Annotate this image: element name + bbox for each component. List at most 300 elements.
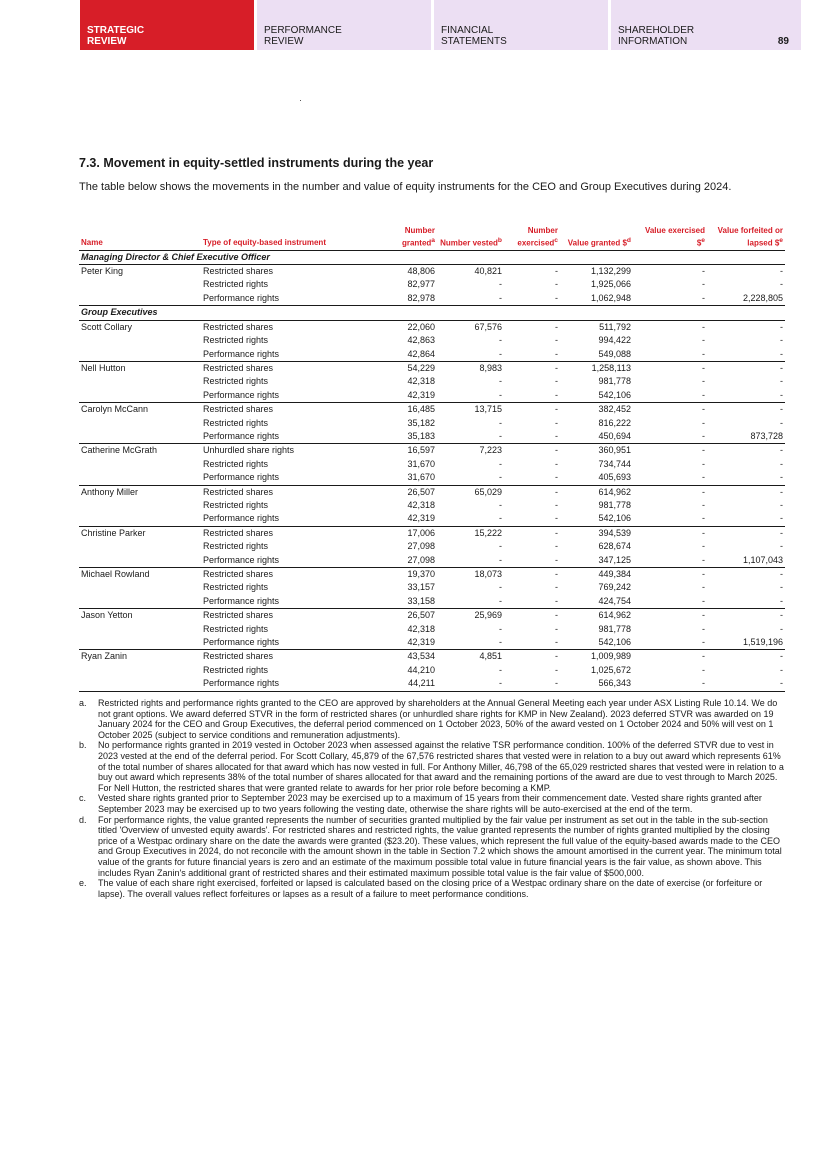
instrument-type: Restricted shares — [203, 321, 274, 332]
value-exercised: - — [633, 389, 707, 403]
table-row — [79, 471, 785, 485]
number-granted: 82,977 — [407, 279, 435, 290]
person-name: Jason Yetton — [81, 610, 133, 621]
person-name — [79, 471, 201, 485]
value-forfeited: 2,228,805 — [707, 292, 785, 306]
number-granted: 42,319 — [373, 512, 437, 526]
number-exercised: - — [504, 292, 560, 306]
instrument-type: Restricted rights — [203, 623, 269, 634]
footnotes — [79, 698, 789, 899]
footnote — [79, 878, 789, 899]
number-granted: 16,485 — [407, 404, 435, 415]
number-exercised: - — [555, 335, 558, 346]
table-row — [79, 540, 785, 553]
number-granted: 44,211 — [373, 677, 437, 691]
value-forfeited: - — [780, 266, 783, 277]
number-exercised: - — [555, 458, 558, 469]
footnote-text: For performance rights, the value granted represents the number of securities granted multiplied by the fair value per instrument as set out in the table in the sub-section titled 'Overview of unvested equity awards'. For restricted shares and restricted rights, the value granted represents the number of rights granted multiplied by the closing price of a Westpac ordinary share on the date the awards were granted ($23.20). These values, which represent the full value of the equity-based awards made to the CEO and Group Executives in 2024, do not reconcile with the amount shown in the table in Section 7.2 which shows the amount amortised in the current year. The minimum total value of the grants for future financial years is zero and an estimate of the maximum possible total value in future financial years is the fair value, as shown above. This includes Ryan Zanin's additional grant of restricted shares and their estimated maximum possible total value is the fair value of $500,000. — [98, 814, 782, 878]
value-forfeited: - — [780, 335, 783, 346]
instrument-type: Restricted rights — [203, 376, 269, 387]
table-header-row — [79, 226, 785, 250]
value-exercised: - — [633, 554, 707, 568]
table-row — [79, 444, 785, 458]
tab-label-line2: INFORMATION — [618, 36, 688, 47]
number-granted: 27,098 — [373, 554, 437, 568]
value-granted: 449,384 — [598, 569, 631, 579]
page-number: 89 — [777, 36, 789, 47]
number-exercised: - — [555, 582, 558, 593]
number-granted: 33,157 — [407, 582, 435, 593]
value-exercised: - — [633, 471, 707, 485]
number-granted: 42,318 — [407, 623, 435, 634]
instrument-type: Restricted shares — [203, 486, 274, 497]
table-row — [79, 609, 785, 623]
header-exercised: Number exercised$^c$ — [504, 226, 560, 250]
number-granted: 33,158 — [373, 595, 437, 609]
value-forfeited: - — [780, 321, 783, 332]
value-granted: 734,744 — [598, 458, 631, 469]
number-vested: - — [499, 417, 502, 428]
value-forfeited: - — [780, 362, 783, 373]
value-forfeited: - — [707, 677, 785, 691]
value-granted: 1,132,299 — [590, 266, 631, 277]
number-granted: 42,864 — [373, 348, 437, 362]
value-granted: 769,242 — [598, 582, 631, 593]
instrument-type: Restricted rights — [203, 499, 269, 510]
tab-label-line1: SHAREHOLDER — [618, 25, 695, 36]
instrument-type: Performance rights — [201, 677, 373, 691]
value-exercised: - — [702, 569, 705, 579]
table-row — [79, 430, 785, 444]
number-granted: 27,098 — [407, 541, 435, 552]
table-row — [79, 568, 785, 582]
section-heading: Group Executives — [79, 306, 785, 320]
table-row — [79, 278, 785, 291]
value-exercised: - — [702, 486, 705, 497]
number-vested: 15,222 — [474, 527, 502, 538]
value-granted: 981,778 — [598, 376, 631, 387]
value-forfeited: - — [707, 471, 785, 485]
value-granted: 614,962 — [598, 610, 631, 621]
tab-financial-statements[interactable] — [434, 0, 608, 50]
tab-label-line2: STATEMENTS — [441, 36, 507, 47]
person-name: Anthony Miller — [81, 486, 139, 497]
value-granted: 1,925,066 — [590, 279, 631, 290]
instrument-type: Performance rights — [201, 389, 373, 403]
value-granted: 424,754 — [560, 595, 633, 609]
value-granted: 511,792 — [599, 321, 631, 332]
value-granted: 360,951 — [598, 445, 631, 456]
table-row — [79, 664, 785, 677]
table-row — [79, 581, 785, 594]
instrument-type: Performance rights — [201, 471, 373, 485]
value-granted: 566,343 — [560, 677, 633, 691]
number-granted: 54,229 — [407, 362, 435, 373]
header-type: Type of equity-based instrument — [201, 226, 373, 250]
tab-label-line1: FINANCIAL — [441, 25, 494, 36]
person-name — [79, 581, 201, 594]
number-granted: 42,318 — [407, 376, 435, 387]
number-vested: 65,029 — [474, 486, 502, 497]
instrument-type: Performance rights — [201, 292, 373, 306]
value-exercised: - — [702, 458, 705, 469]
value-granted: 347,125 — [560, 554, 633, 568]
value-exercised: - — [702, 321, 705, 332]
value-forfeited: - — [780, 527, 783, 538]
number-exercised: - — [555, 417, 558, 428]
person-name — [79, 499, 201, 512]
instrument-type: Restricted shares — [203, 527, 274, 538]
table-row — [79, 320, 785, 334]
person-name — [79, 554, 201, 568]
tab-shareholder-information[interactable] — [611, 0, 801, 50]
equity-movements-table — [79, 226, 785, 692]
footnote — [79, 793, 789, 814]
instrument-type: Restricted shares — [203, 610, 274, 621]
instrument-type: Performance rights — [201, 554, 373, 568]
number-exercised: - — [555, 651, 558, 662]
section-heading-row — [79, 306, 785, 320]
number-exercised: - — [555, 499, 558, 510]
number-vested: - — [499, 664, 502, 675]
footnote-label: a. — [79, 698, 87, 708]
person-name: Michael Rowland — [81, 569, 150, 579]
table-row — [79, 677, 785, 691]
number-exercised: - — [555, 321, 558, 332]
value-granted: 628,674 — [598, 541, 631, 552]
table-row — [79, 636, 785, 650]
number-vested: - — [437, 595, 504, 609]
number-granted: 42,319 — [373, 389, 437, 403]
value-granted: 549,088 — [560, 348, 633, 362]
value-exercised: - — [633, 512, 707, 526]
number-vested: - — [437, 348, 504, 362]
tab-label-line1: PERFORMANCE — [264, 25, 342, 36]
value-exercised: - — [702, 376, 705, 387]
table-row — [79, 292, 785, 306]
value-exercised: - — [702, 541, 705, 552]
instrument-type: Restricted rights — [203, 279, 269, 290]
number-vested: - — [499, 623, 502, 634]
value-forfeited: - — [780, 404, 783, 415]
number-exercised: - — [555, 362, 558, 373]
instrument-type: Performance rights — [201, 348, 373, 362]
footnote-label: b. — [79, 740, 87, 751]
header-granted: Number granted$^a$ — [373, 226, 437, 250]
header-vested: Number vested$^b$ — [437, 226, 504, 250]
number-exercised: - — [555, 610, 558, 621]
value-granted: 1,062,948 — [560, 292, 633, 306]
value-exercised: - — [702, 362, 705, 373]
section-tabs — [80, 0, 825, 50]
person-name — [79, 278, 201, 291]
number-granted: 43,534 — [407, 651, 435, 662]
instrument-type: Restricted rights — [203, 582, 269, 593]
person-name — [79, 540, 201, 553]
number-vested: 67,576 — [474, 321, 502, 332]
person-name: Peter King — [81, 266, 124, 277]
number-exercised: - — [504, 636, 560, 650]
number-vested: - — [437, 471, 504, 485]
value-forfeited: - — [780, 458, 783, 469]
footnote-label: d. — [79, 814, 87, 825]
table-body — [79, 250, 785, 691]
number-granted: 35,182 — [407, 417, 435, 428]
number-exercised: - — [504, 471, 560, 485]
person-name: Catherine McGrath — [81, 445, 158, 456]
number-vested: - — [499, 582, 502, 593]
section-intro: The table below shows the movements in the number and value of equity instruments for the CEO and Group Executives during 2024. — [79, 181, 732, 193]
number-granted: 19,370 — [407, 569, 435, 579]
tab-label-line1: STRATEGIC — [87, 25, 145, 36]
value-granted: 542,106 — [560, 389, 633, 403]
value-exercised: - — [702, 404, 705, 415]
table-row — [79, 403, 785, 417]
footnote-label: c. — [79, 793, 87, 804]
number-exercised: - — [504, 677, 560, 691]
value-exercised: - — [702, 582, 705, 593]
value-forfeited: 873,728 — [707, 430, 785, 444]
number-vested: - — [499, 376, 502, 387]
value-exercised: - — [633, 677, 707, 691]
number-vested: - — [437, 636, 504, 650]
number-exercised: - — [504, 554, 560, 568]
tab-label-line2: REVIEW — [264, 36, 304, 47]
tab-label-line2: REVIEW — [87, 36, 127, 47]
value-granted: 994,422 — [598, 335, 631, 346]
value-exercised: - — [702, 527, 705, 538]
table-row — [79, 595, 785, 609]
number-exercised: - — [504, 348, 560, 362]
table-row — [79, 265, 785, 279]
footnote-text: Vested share rights granted prior to September 2023 may be exercised up to a maximum of 15 years from their commencement date. Vested share rights granted after September 2023 may be exercised up to two years following the vesting date, otherwise the share rights will be auto-exercised at the end of the term. — [98, 793, 762, 814]
section-title: 7.3. Movement in equity-settled instruments during the year — [79, 156, 434, 170]
tab-strategic-review[interactable] — [80, 0, 254, 50]
table-row — [79, 623, 785, 636]
value-forfeited: - — [780, 417, 783, 428]
number-exercised: - — [555, 376, 558, 387]
section-heading-row — [79, 250, 785, 264]
number-vested: - — [499, 458, 502, 469]
number-exercised: - — [555, 404, 558, 415]
person-name — [79, 334, 201, 347]
number-exercised: - — [555, 279, 558, 290]
footnote — [79, 740, 789, 793]
number-exercised: - — [555, 541, 558, 552]
number-granted: 31,670 — [407, 458, 435, 469]
number-granted: 42,319 — [373, 636, 437, 650]
value-granted: 1,009,989 — [590, 651, 631, 662]
value-exercised: - — [702, 651, 705, 662]
table-row — [79, 485, 785, 499]
person-name — [79, 636, 201, 650]
number-vested: - — [499, 541, 502, 552]
value-exercised: - — [702, 610, 705, 621]
tab-performance-review[interactable] — [257, 0, 431, 50]
number-granted: 44,210 — [407, 664, 435, 675]
table-row — [79, 458, 785, 471]
table-row — [79, 375, 785, 388]
value-forfeited: - — [707, 512, 785, 526]
value-forfeited: - — [780, 569, 783, 579]
value-exercised: - — [702, 499, 705, 510]
number-vested: - — [437, 430, 504, 444]
value-granted: 981,778 — [598, 623, 631, 634]
person-name — [79, 677, 201, 691]
person-name — [79, 292, 201, 306]
number-vested: 25,969 — [474, 610, 502, 621]
instrument-type: Performance rights — [201, 512, 373, 526]
value-forfeited: - — [780, 541, 783, 552]
person-name: Nell Hutton — [81, 362, 126, 373]
footnote-text: No performance rights granted in 2019 vested in October 2023 when assessed against the relative TSR performance condition. 100% of the deferred STVR due to vest in 2023 vested at the end of the deferral period. For Scott Collary, 45,879 of the 67,576 restricted shares that vested were in relation to a buy out award which represents 61% of the total number of shares allocated for that award which has now vested in full. For Anthony Miller, 46,798 of the 65,029 restricted shares that vested were in relation to a buy out award which represents 38% of the total number of shares allocated for that award and the remaining portions of the award are due to vest through to March 2025. For Nell Hutton, the restricted shares that were granted relate to awards for her prior role before becoming a KMP. — [98, 740, 784, 793]
value-forfeited: - — [780, 623, 783, 634]
number-vested: 7,223 — [479, 445, 502, 456]
number-vested: 8,983 — [479, 362, 502, 373]
header-value-exercised: Value exercised \$$^e$ — [633, 226, 707, 250]
value-exercised: - — [702, 417, 705, 428]
instrument-type: Performance rights — [201, 636, 373, 650]
number-vested: 18,073 — [474, 569, 502, 579]
number-exercised: - — [555, 569, 558, 579]
value-forfeited: 1,519,196 — [707, 636, 785, 650]
person-name — [79, 595, 201, 609]
table-row — [79, 334, 785, 347]
number-exercised: - — [504, 430, 560, 444]
value-granted: 816,222 — [598, 417, 631, 428]
table-row — [79, 348, 785, 362]
number-vested: - — [437, 512, 504, 526]
number-vested: - — [499, 335, 502, 346]
person-name: Ryan Zanin — [81, 651, 128, 662]
value-forfeited: 1,107,043 — [707, 554, 785, 568]
value-granted: 614,962 — [598, 486, 631, 497]
instrument-type: Restricted shares — [203, 362, 274, 373]
number-granted: 26,507 — [407, 610, 435, 621]
value-exercised: - — [702, 623, 705, 634]
value-forfeited: - — [707, 595, 785, 609]
value-exercised: - — [702, 266, 705, 277]
number-granted: 42,863 — [407, 335, 435, 346]
value-exercised: - — [633, 595, 707, 609]
value-forfeited: - — [780, 664, 783, 675]
person-name — [79, 417, 201, 430]
number-granted: 42,318 — [407, 499, 435, 510]
value-exercised: - — [702, 279, 705, 290]
stray-dot — [300, 100, 301, 101]
value-granted: 405,693 — [560, 471, 633, 485]
instrument-type: Restricted shares — [203, 651, 274, 662]
number-vested: - — [437, 389, 504, 403]
value-granted: 1,258,113 — [591, 362, 631, 373]
value-granted: 394,539 — [598, 527, 631, 538]
number-granted: 22,060 — [407, 321, 435, 332]
value-exercised: - — [633, 292, 707, 306]
number-vested: - — [437, 554, 504, 568]
number-vested: - — [499, 499, 502, 510]
number-exercised: - — [555, 664, 558, 675]
value-forfeited: - — [780, 279, 783, 290]
number-granted: 82,978 — [373, 292, 437, 306]
value-forfeited: - — [780, 376, 783, 387]
number-exercised: - — [504, 595, 560, 609]
value-granted: 542,106 — [560, 636, 633, 650]
instrument-type: Restricted rights — [203, 335, 269, 346]
header-name: Name — [79, 226, 201, 250]
number-vested: 13,715 — [474, 404, 502, 415]
number-exercised: - — [504, 389, 560, 403]
value-forfeited: - — [780, 445, 783, 456]
table-row — [79, 499, 785, 512]
value-forfeited: - — [780, 610, 783, 621]
number-exercised: - — [555, 527, 558, 538]
footnote — [79, 698, 789, 740]
footnote-text: The value of each share right exercised, forfeited or lapsed is calculated based on the closing price of a Westpac ordinary share on the date of exercise (or forfeiture or lapse). The overall values reflect forfeitures or lapses as a result of a failure to meet performance conditions. — [98, 878, 763, 899]
instrument-type: Restricted rights — [203, 664, 269, 675]
table-row — [79, 526, 785, 540]
value-forfeited: - — [707, 348, 785, 362]
value-forfeited: - — [780, 486, 783, 497]
instrument-type: Restricted shares — [203, 404, 274, 415]
person-name — [79, 389, 201, 403]
section-heading: Managing Director & Chief Executive Officer — [79, 250, 785, 264]
number-vested: - — [437, 677, 504, 691]
instrument-type: Restricted rights — [203, 417, 269, 428]
number-granted: 48,806 — [407, 266, 435, 277]
value-forfeited: - — [707, 389, 785, 403]
number-exercised: - — [504, 512, 560, 526]
number-granted: 17,006 — [407, 527, 435, 538]
value-granted: 382,452 — [598, 404, 631, 415]
instrument-type: Performance rights — [201, 595, 373, 609]
header-value-forfeited: Value forfeited or lapsed \$$^e$ — [707, 226, 785, 250]
number-granted: 16,597 — [407, 445, 435, 456]
table-row — [79, 361, 785, 375]
person-name — [79, 664, 201, 677]
instrument-type: Performance rights — [201, 430, 373, 444]
value-granted: 981,778 — [598, 499, 631, 510]
number-exercised: - — [555, 445, 558, 456]
instrument-type: Unhurdled share rights — [203, 445, 295, 456]
table-row — [79, 512, 785, 526]
header-value-granted: Value granted \$$^d$ — [560, 226, 633, 250]
footnote — [79, 815, 789, 879]
number-exercised: - — [555, 486, 558, 497]
person-name: Christine Parker — [81, 527, 146, 538]
person-name — [79, 348, 201, 362]
value-forfeited: - — [780, 499, 783, 510]
table-row — [79, 554, 785, 568]
number-exercised: - — [555, 623, 558, 634]
number-vested: 40,821 — [474, 266, 502, 277]
person-name — [79, 375, 201, 388]
table-row — [79, 650, 785, 664]
person-name — [79, 623, 201, 636]
person-name — [79, 512, 201, 526]
number-vested: - — [437, 292, 504, 306]
value-granted: 1,025,672 — [590, 664, 631, 675]
footnote-text: Restricted rights and performance rights granted to the CEO are approved by shareholders at the Annual General Meeting each year under ASX Listing Rule 10.14. We do not grant options. We award deferred STVR in the form of restricted shares (or unhurdled share rights for KMP in New Zealand). 2023 deferred STVR was awarded on 19 January 2024 for the CEO and Group Executives, the deferral period commenced on 1 October 2023, 50% of the award vested on 1 October 2024 and 50% will vest on 1 October 2025 (subject to service conditions and remuneration adjustments). — [98, 698, 778, 740]
value-forfeited: - — [780, 582, 783, 593]
value-exercised: - — [633, 636, 707, 650]
number-vested: 4,851 — [479, 651, 502, 662]
number-vested: - — [499, 279, 502, 290]
person-name — [79, 430, 201, 444]
instrument-type: Restricted shares — [203, 266, 274, 277]
instrument-type: Restricted rights — [203, 458, 269, 469]
person-name: Carolyn McCann — [81, 404, 149, 415]
instrument-type: Restricted rights — [203, 541, 269, 552]
